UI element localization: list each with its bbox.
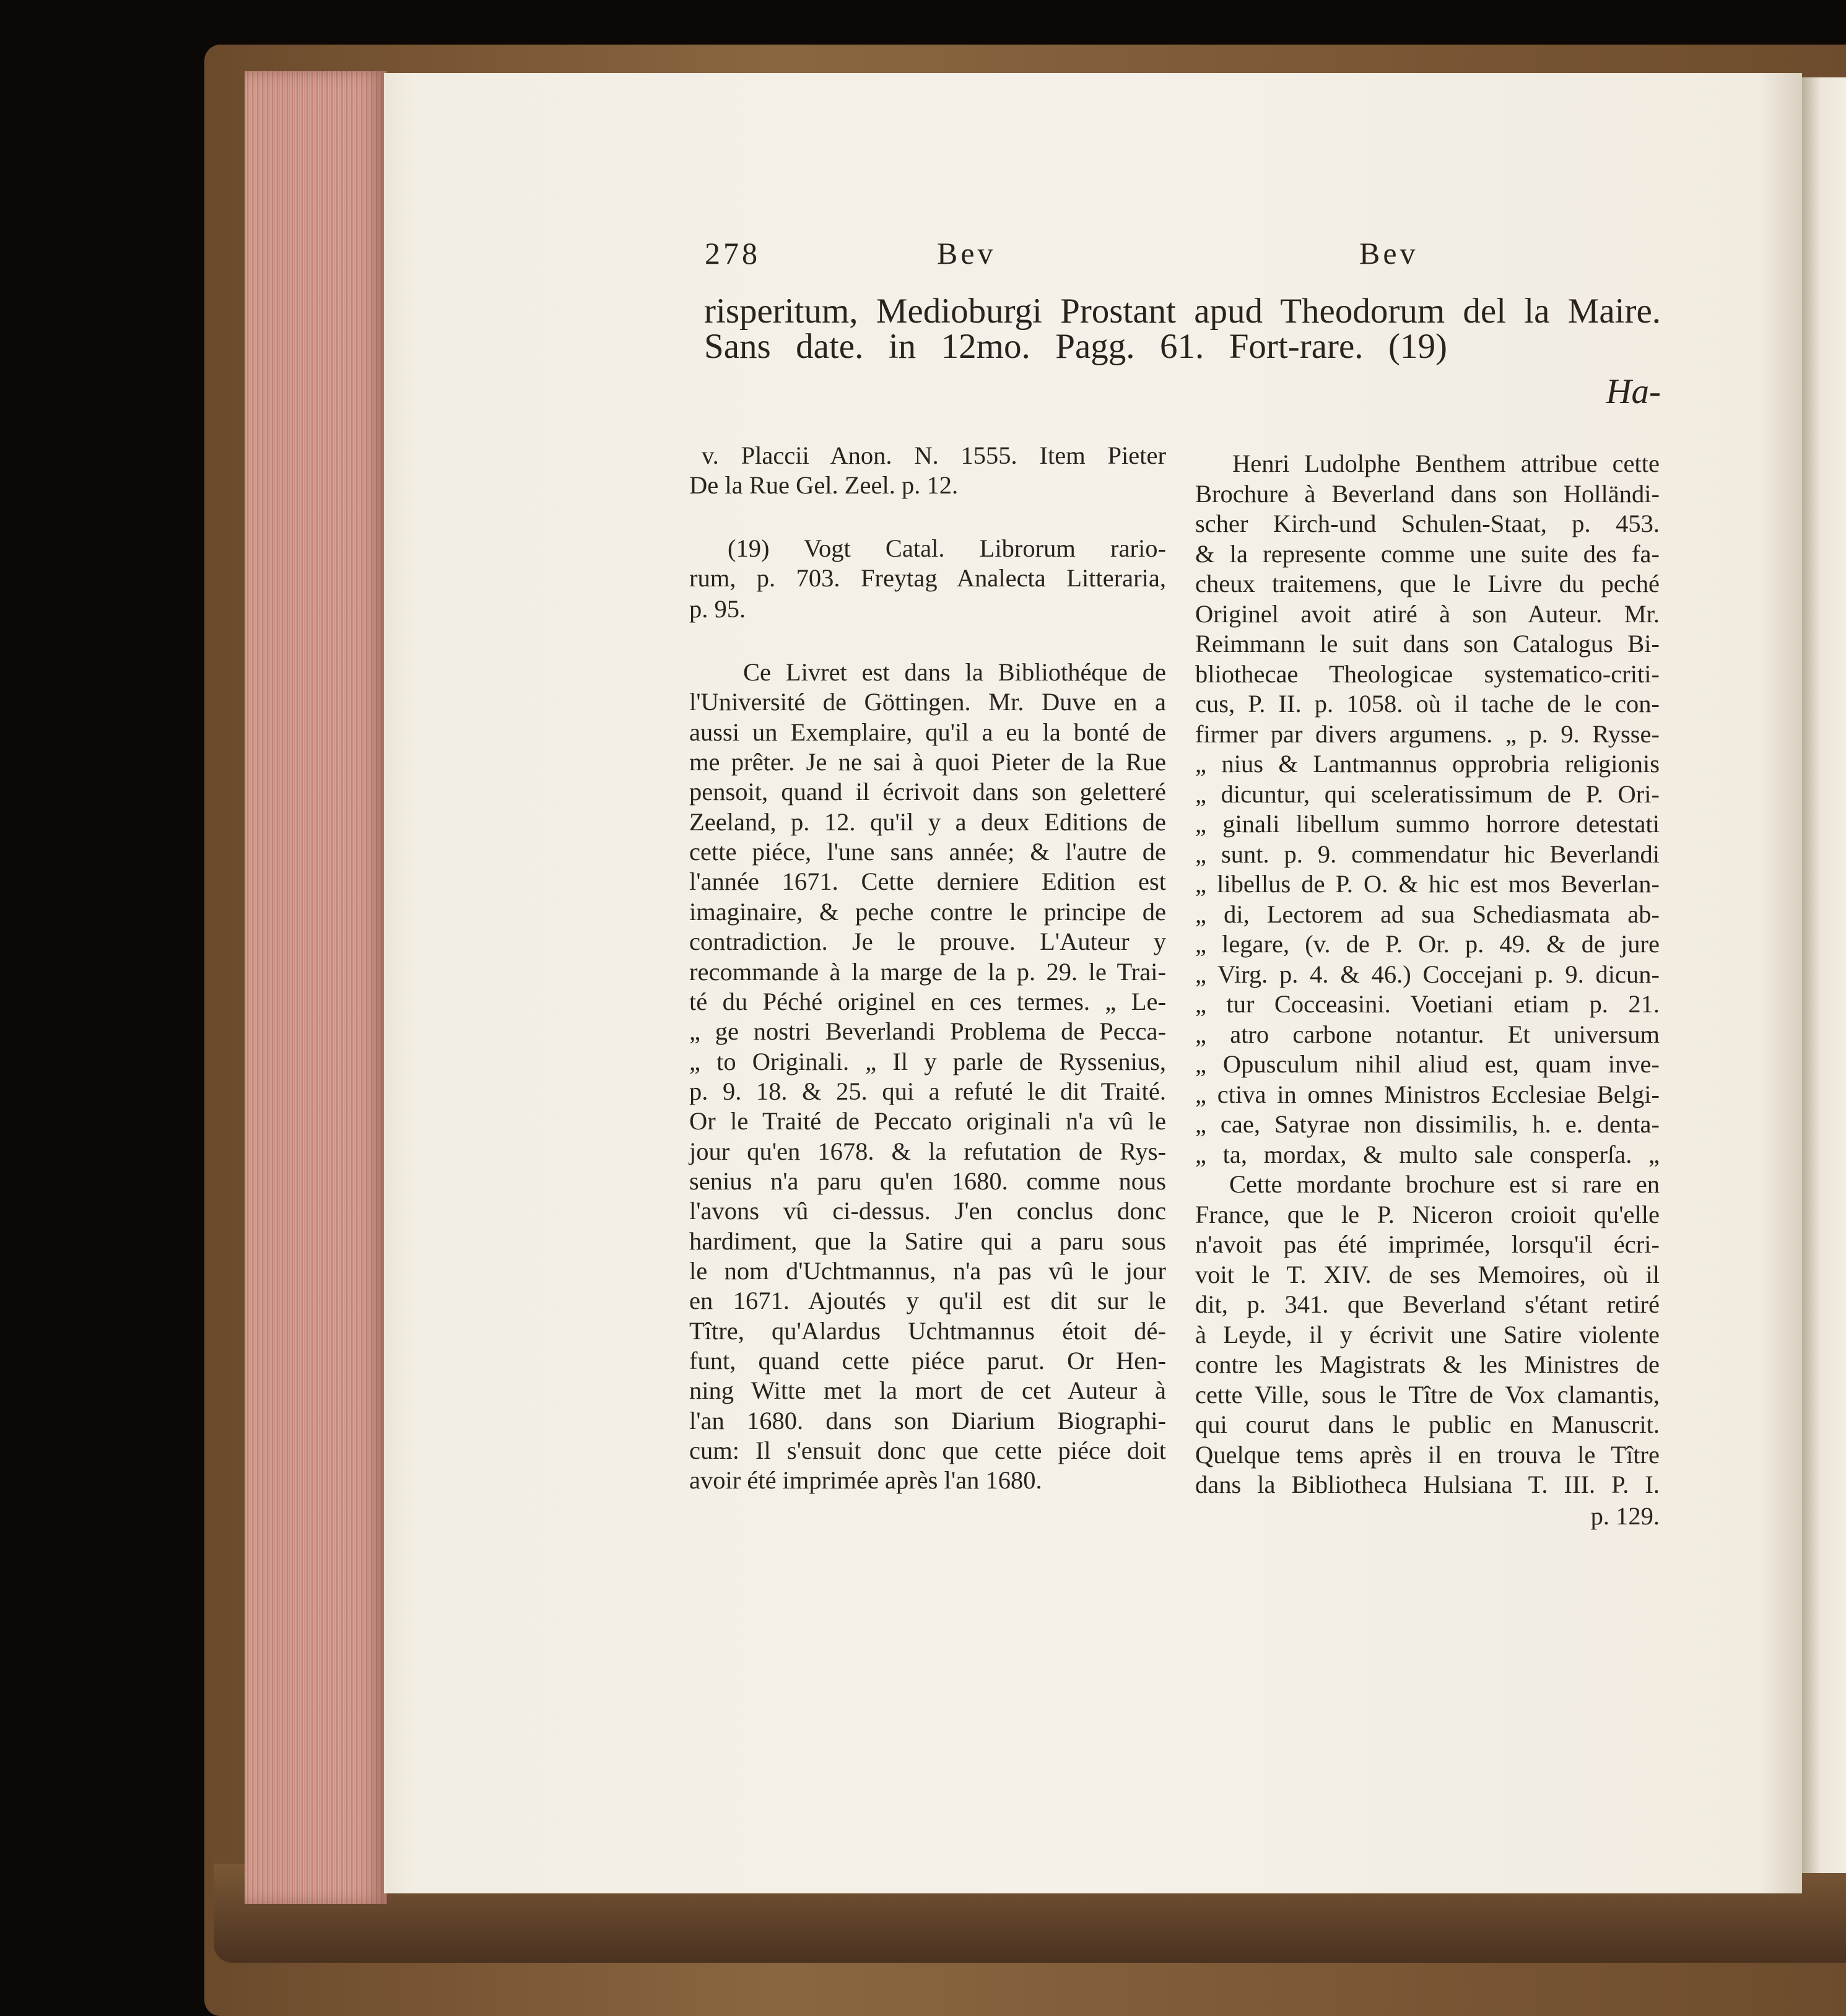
facing-page-edge bbox=[1799, 77, 1846, 1873]
right-column-line: „ di, Lectorem ad sua Schediasmata ab- bbox=[1195, 900, 1660, 928]
left-column-line: Ce Livret est dans la Bibliothéque de bbox=[743, 658, 1166, 686]
left-column-line: senius n'a paru qu'en 1680. comme nous bbox=[689, 1167, 1166, 1195]
top-text-line: risperitum, Medioburgi Prostant apud Theodorum del la Maire. bbox=[704, 292, 1661, 331]
right-column-line: Brochure à Beverland dans son Holländi- bbox=[1195, 479, 1660, 508]
right-column-line: „ atro carbone notantur. Et universum bbox=[1195, 1020, 1660, 1048]
right-column-line: à Leyde, il y écrivit une Satire violente bbox=[1195, 1320, 1660, 1349]
left-column-line: avoir été imprimée après l'an 1680. bbox=[689, 1466, 1042, 1495]
right-column-line: Reimmann le suit dans son Catalogus Bi- bbox=[1195, 630, 1660, 658]
left-column-line: cum: Il s'ensuit donc que cette piéce doit bbox=[689, 1436, 1166, 1465]
right-column-line: Quelque tems après il en trouva le Tître bbox=[1195, 1440, 1660, 1469]
left-column-line: Or le Traité de Peccato originali n'a vû le bbox=[689, 1107, 1166, 1136]
right-column-line: contre les Magistrats & les Ministres de bbox=[1195, 1350, 1660, 1378]
left-column-line: recommande à la marge de la p. 29. le Trai- bbox=[689, 957, 1166, 986]
left-column-line: l'an 1680. dans son Diarium Biographi- bbox=[689, 1406, 1166, 1435]
left-column-line: „ ge nostri Beverlandi Problema de Pecca- bbox=[689, 1017, 1166, 1046]
right-column-line: cheux traitemens, que le Livre du peché bbox=[1195, 570, 1660, 597]
right-column-line: „ ta, mordax, & multo sale consperſa. „ bbox=[1195, 1140, 1660, 1168]
right-column-line: France, que le P. Niceron croioit qu'elle bbox=[1195, 1200, 1660, 1228]
right-column-line: „ cae, Satyrae non dissimilis, h. e. denta- bbox=[1195, 1110, 1660, 1138]
right-column-line: „ nius & Lantmannus opprobria religionis bbox=[1195, 750, 1660, 778]
left-column-line: té du Péché originel en ces termes. „ Le- bbox=[689, 987, 1166, 1015]
left-column-line: p. 95. bbox=[689, 595, 746, 623]
left-column-line: me prêter. Je ne sai à quoi Pieter de la Rue bbox=[689, 748, 1166, 776]
left-column-line: imaginaire, & peche contre le principe de bbox=[689, 897, 1166, 926]
left-column-line: jour qu'en 1678. & la refutation de Rys- bbox=[689, 1137, 1166, 1165]
right-column-line: „ dicuntur, qui sceleratissimum de P. Ori- bbox=[1195, 780, 1660, 808]
right-column-line: voit le T. XIV. de ses Memoires, où il bbox=[1195, 1260, 1660, 1288]
right-column-line: Cette mordante brochure est si rare en bbox=[1229, 1170, 1660, 1198]
left-column-line: ning Witte met la mort de cet Auteur à bbox=[689, 1376, 1166, 1405]
running-head-right: Bev bbox=[1359, 236, 1419, 271]
right-column-line: „ Opusculum nihil aliud est, quam inve- bbox=[1195, 1050, 1660, 1078]
left-column-line: en 1671. Ajoutés y qu'il est dit sur le bbox=[689, 1287, 1166, 1315]
left-column-line: aussi un Exemplaire, qu'il a eu la bonté de bbox=[689, 718, 1166, 746]
right-column-line: „ sunt. p. 9. commendatur hic Beverlandi bbox=[1195, 840, 1660, 868]
right-column-line: Originel avoit atiré à son Auteur. Mr. bbox=[1195, 599, 1660, 628]
top-text-catchword: Ha- bbox=[1606, 372, 1661, 411]
right-column-line: cus, P. II. p. 1058. où il tache de le con- bbox=[1195, 690, 1660, 718]
right-column-line: p. 129. bbox=[1590, 1501, 1660, 1530]
right-column-line: „ tur Cocceasini. Voetiani etiam p. 21. bbox=[1195, 990, 1660, 1018]
right-column-line: „ ctiva in omnes Ministros Ecclesiae Belgi- bbox=[1195, 1080, 1660, 1108]
right-column-line: bliothecae Theologicae systematico-criti- bbox=[1195, 659, 1660, 688]
left-column-line: cette piéce, l'une sans année; & l'autre de bbox=[689, 838, 1166, 866]
left-column-line: hardiment, que la Satire qui a paru sous bbox=[689, 1227, 1166, 1255]
page-number: 278 bbox=[705, 236, 760, 271]
left-column-line: l'avons vû ci-dessus. J'en conclus donc bbox=[689, 1197, 1166, 1225]
left-column-line: De la Rue Gel. Zeel. p. 12. bbox=[689, 471, 959, 499]
left-column-line: Zeeland, p. 12. qu'il y a deux Editions de bbox=[689, 807, 1166, 836]
left-column-line: contradiction. Je le prouve. L'Auteur y bbox=[689, 928, 1166, 956]
right-column-line: cette Ville, sous le Tître de Vox clamantis, bbox=[1195, 1380, 1660, 1409]
right-column-line: „ ginali libellum summo horrore detestati bbox=[1195, 810, 1660, 838]
right-column-line: „ Virg. p. 4. & 46.) Coccejani p. 9. dicun- bbox=[1195, 960, 1660, 988]
right-column-line: „ libellus de P. O. & hic est mos Beverlan- bbox=[1195, 870, 1660, 898]
running-head-left: Bev bbox=[937, 236, 996, 271]
left-column-line: rum, p. 703. Freytag Analecta Litteraria, bbox=[689, 564, 1166, 592]
left-column-line: l'Université de Göttingen. Mr. Duve en a bbox=[689, 688, 1166, 716]
left-column-line: pensoit, quand il écrivoit dans son geletteré bbox=[689, 778, 1166, 806]
right-column-line: scher Kirch-und Schulen-Staat, p. 453. bbox=[1195, 510, 1660, 537]
right-column-line: & la represente comme une suite des fa- bbox=[1195, 539, 1660, 568]
right-column-line: dit, p. 341. que Beverland s'étant retiré bbox=[1195, 1290, 1660, 1318]
left-column-line: v. Placcii Anon. N. 1555. Item Pieter bbox=[702, 441, 1166, 469]
right-column-line: dans la Bibliotheca Hulsiana T. III. P. I. bbox=[1195, 1471, 1660, 1498]
left-column-line: l'année 1671. Cette derniere Edition est bbox=[689, 867, 1166, 896]
right-column-line: n'avoit pas été imprimée, lorsqu'il écri- bbox=[1195, 1230, 1660, 1258]
left-column-line: Tître, qu'Alardus Uchtmannus étoit dé- bbox=[689, 1316, 1166, 1345]
left-column-line: funt, quand cette piéce parut. Or Hen- bbox=[689, 1347, 1166, 1375]
right-column-line: firmer par divers argumens. „ p. 9. Rysse- bbox=[1195, 719, 1660, 748]
top-text-line: Sans date. in 12mo. Pagg. 61. Fort-rare. (19) bbox=[704, 327, 1447, 366]
right-column-line: „ legare, (v. de P. Or. p. 49. & de jure bbox=[1195, 930, 1660, 958]
left-column-line: (19) Vogt Catal. Librorum rario- bbox=[728, 534, 1166, 562]
left-column-line: le nom d'Uchtmannus, n'a pas vû le jour bbox=[689, 1257, 1166, 1285]
page-fore-edge bbox=[245, 71, 387, 1904]
right-column-line: Henri Ludolphe Benthem attribue cette bbox=[1232, 450, 1660, 477]
right-column-line: qui courut dans le public en Manuscrit. bbox=[1195, 1410, 1660, 1438]
left-column-line: p. 9. 18. & 25. qui a refuté le dit Traité. bbox=[689, 1077, 1166, 1105]
left-column-line: „ to Originali. „ Il y parle de Ryssenius, bbox=[689, 1047, 1166, 1075]
